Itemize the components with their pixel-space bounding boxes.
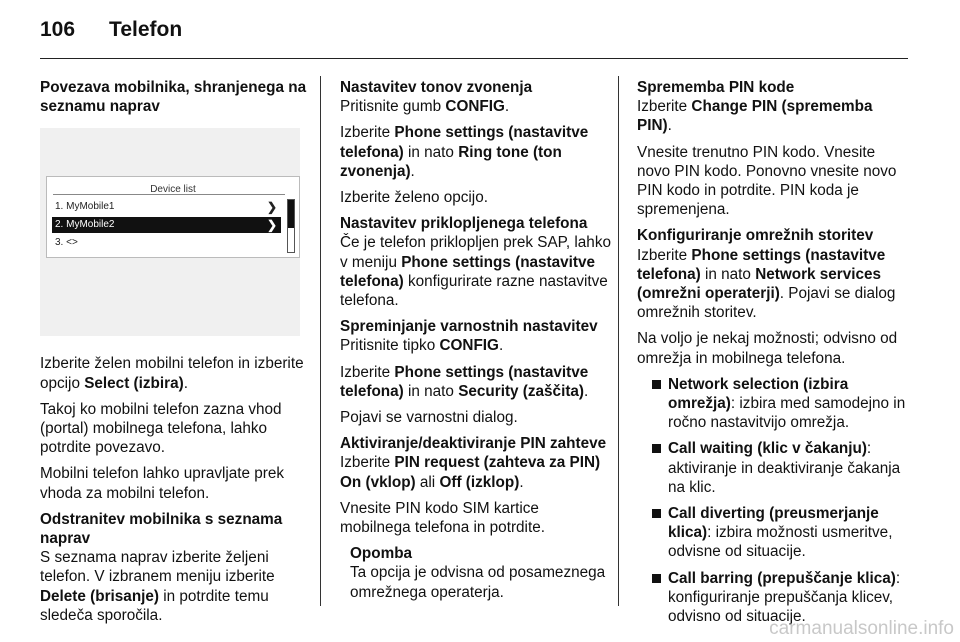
text: : konfiguriranje prepuščanja klicev, odvisno od situacije.: [668, 569, 901, 626]
text: .: [519, 473, 524, 491]
text: ali: [415, 473, 440, 491]
section-heading: Aktiviranje/deaktiviranje PIN zahteve: [340, 435, 607, 453]
paragraph: [340, 97, 612, 116]
bullet-square-icon: [652, 444, 661, 453]
device-name: 1. MyMobile1: [55, 201, 115, 213]
paragraph: [340, 233, 612, 310]
paragraph: Na voljo je nekaj možnosti; odvisno od omrežja in mobilnega telefona.: [637, 330, 898, 367]
text: .: [667, 117, 672, 135]
paragraph: [340, 123, 612, 181]
page-header: [40, 18, 182, 42]
text: in nato: [700, 265, 756, 283]
column-divider: [320, 76, 321, 606]
text: Pritisnite gumb: [340, 98, 446, 116]
paragraph: Izberite želeno opcijo.: [340, 189, 488, 207]
paragraph: Vnesite trenutno PIN kodo. Vnesite novo PIN kodo. Ponovno vnesite novo PIN kodo in potrdite. PIN koda je spremenjena.: [637, 143, 897, 219]
menu-term: Call waiting (klic v čakanju): [668, 440, 867, 458]
text: in nato: [403, 143, 459, 161]
column-2: [340, 78, 612, 602]
menu-term: Phone settings (nastavitve telefona): [637, 246, 886, 283]
bullet-text: [668, 439, 907, 497]
paragraph: [340, 336, 612, 355]
menu-term: PIN request (zahteva za PIN) On (vklop): [340, 454, 601, 491]
text: : aktiviranje in deaktiviranje čakanja na klic.: [668, 440, 901, 496]
text: .: [584, 382, 589, 400]
menu-term: Network services (omrežni operaterji): [637, 265, 882, 303]
menu-term: Network selection (izbira omrežja): [668, 375, 849, 413]
paragraph: Vnesite PIN kodo SIM kartice mobilnega telefona in potrdite.: [340, 499, 545, 537]
text: in nato: [403, 382, 459, 400]
bullet-text: [668, 375, 907, 433]
section-heading: Povezava mobilnika, shranjenega na seznamu naprav: [40, 79, 307, 116]
device-list-item-selected: [52, 217, 281, 233]
note-box: [350, 544, 612, 602]
paragraph: Mobilni telefon lahko upravljate prek vhoda za mobilni telefon.: [40, 465, 285, 502]
section-heading: Nastavitev priklopljenega telefona: [340, 215, 588, 233]
button-term: CONFIG: [439, 337, 499, 355]
column-1: [40, 78, 308, 632]
paragraph: Takoj ko mobilni telefon zazna vhod (portal) mobilnega telefona, lahko potrdite povezavo.: [40, 400, 282, 457]
text: . Pojavi se dialog omrežnih storitev.: [637, 285, 896, 322]
menu-term: Call barring (prepuščanje klica): [668, 569, 896, 587]
chevron-right-icon: ❯: [266, 218, 277, 233]
text: : izbira možnosti usmeritve, odvisne od situacije.: [668, 524, 893, 561]
paragraph: [637, 97, 907, 135]
page-number: 106: [40, 18, 76, 41]
column-divider: [618, 76, 619, 606]
menu-term: Select (izbira): [84, 374, 184, 392]
menu-term: Security (zaščita): [458, 382, 585, 400]
bullet-item: [652, 375, 907, 433]
text: Izberite želen mobilni telefon in izberite opcijo: [40, 355, 304, 392]
device-list-figure: [40, 128, 300, 336]
menu-term: Phone settings (nastavitve telefona): [340, 363, 589, 400]
menu-term: Phone settings (nastavitve telefona): [340, 253, 596, 290]
menu-term: Ring tone (ton zvonenja): [340, 143, 562, 180]
text: Pritisnite tipko: [340, 337, 440, 355]
text: .: [410, 162, 415, 180]
scrollbar-thumb: [288, 200, 294, 228]
section-heading: Spreminjanje varnostnih nastavitev: [340, 318, 598, 336]
text: in potrdite temu sledeča sporočila.: [40, 587, 269, 624]
text: : izbira med samodejno in ročno nastavitvijo omrežja.: [668, 395, 906, 432]
paragraph: [40, 548, 308, 625]
button-term: CONFIG: [445, 98, 505, 116]
watermark: carmanualsonline.info: [769, 618, 954, 639]
section-heading: Sprememba PIN kode: [637, 79, 795, 96]
device-list-screen: [46, 176, 300, 258]
paragraph: [340, 363, 612, 401]
menu-term: Change PIN (sprememba PIN): [637, 98, 873, 135]
paragraph: [40, 354, 308, 392]
bullet-item: [652, 504, 907, 562]
column-3: [637, 78, 907, 633]
device-name: 2. MyMobile2: [55, 219, 115, 231]
header-rule: [40, 58, 908, 59]
menu-term: Phone settings (nastavitve telefona): [340, 124, 589, 161]
device-list-item: [52, 199, 281, 215]
bullet-square-icon: [652, 509, 661, 518]
paragraph: Pojavi se varnostni dialog.: [340, 409, 518, 427]
text: Izberite: [340, 124, 395, 142]
page-title: Telefon: [109, 18, 183, 41]
text: konfigurirate razne nastavitve telefona.: [340, 272, 608, 310]
note-heading: Opomba: [350, 545, 413, 563]
text: .: [498, 337, 504, 355]
device-list-item: [52, 235, 281, 251]
text: S seznama naprav izberite željeni telefon. V izbranem meniju izberite: [40, 549, 275, 586]
section-heading: Nastavitev tonov zvonenja: [340, 79, 533, 96]
bullet-text: [668, 504, 907, 562]
section-heading: Odstranitev mobilnika s seznama naprav: [40, 510, 283, 548]
text: Če je telefon priklopljen prek SAP, lahko v meniju: [340, 234, 611, 271]
section-heading: Konfiguriranje omrežnih storitev: [637, 227, 874, 245]
title-divider: [53, 194, 285, 195]
text: Izberite: [340, 454, 395, 472]
paragraph: [340, 453, 612, 491]
bullet-item: [652, 439, 907, 497]
bullet-square-icon: [652, 380, 661, 389]
chevron-right-icon: ❯: [266, 200, 277, 215]
paragraph: [637, 246, 907, 323]
menu-term: Off (izklop): [439, 473, 520, 491]
device-list-title: Device list: [150, 184, 196, 196]
text: .: [183, 374, 188, 392]
text: Izberite: [340, 363, 395, 381]
text: .: [504, 98, 510, 116]
note-text: Ta opcija je odvisna od posameznega omrežnega operaterja.: [350, 564, 606, 601]
scrollbar: [287, 199, 295, 253]
text: Izberite: [637, 246, 692, 264]
menu-term: Delete (brisanje): [40, 587, 160, 605]
bullet-square-icon: [652, 574, 661, 583]
device-name: 3. <>: [55, 237, 78, 249]
text: Izberite: [637, 98, 692, 116]
menu-term: Call diverting (preusmerjanje klica): [668, 505, 879, 542]
